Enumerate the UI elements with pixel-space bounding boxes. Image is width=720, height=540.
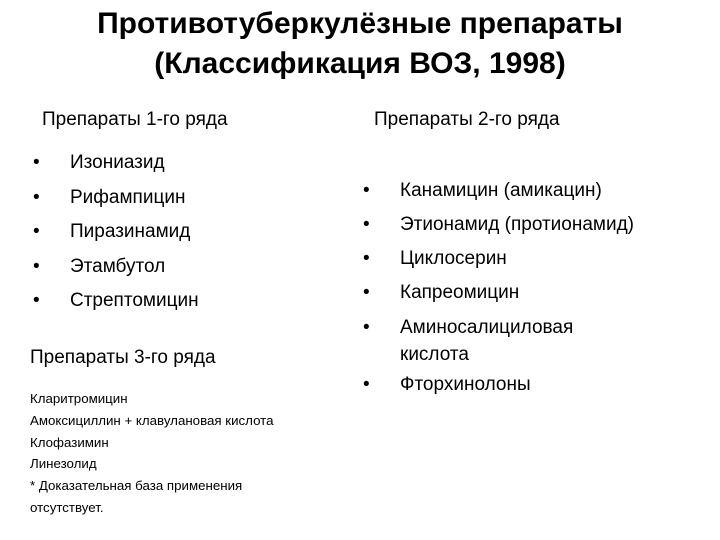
bullet-icon: • bbox=[363, 374, 370, 395]
list-item bbox=[30, 215, 199, 250]
third-line-heading: Препараты 3-го ряда bbox=[30, 347, 216, 368]
list-item bbox=[360, 310, 634, 368]
bullet-icon: • bbox=[363, 214, 370, 235]
bullet-icon: • bbox=[363, 248, 370, 269]
list-item bbox=[30, 250, 199, 285]
bullet-icon: • bbox=[33, 290, 40, 311]
bullet-icon: • bbox=[363, 282, 370, 303]
drug-name: Пиразинамид bbox=[70, 221, 191, 242]
title-line-2: (Классификация ВОЗ, 1998) bbox=[154, 47, 566, 80]
list-item bbox=[360, 242, 634, 276]
list-item bbox=[30, 146, 199, 181]
list-item bbox=[30, 284, 199, 319]
bullet-icon: • bbox=[33, 255, 40, 277]
list-item bbox=[360, 208, 634, 242]
drug-name-line-1: Аминосалициловая bbox=[400, 317, 574, 338]
list-item bbox=[360, 276, 634, 310]
drug-name-line-2: кислота bbox=[400, 344, 469, 365]
second-line-drug-list bbox=[360, 174, 634, 402]
drug-name: Канамицин (амикацин) bbox=[400, 180, 602, 201]
list-item: Кларитромицин bbox=[30, 391, 128, 406]
list-item: Клофазимин bbox=[30, 434, 109, 450]
third-line-drug-list bbox=[30, 388, 274, 519]
drug-name: Изониазид bbox=[70, 152, 165, 173]
second-line-heading: Препараты 2-го ряда bbox=[374, 109, 560, 130]
drug-name: Стрептомицин bbox=[70, 290, 199, 311]
footnote-line-1: * Доказательная база применения bbox=[30, 478, 243, 494]
first-line-drug-list bbox=[30, 146, 199, 319]
list-item: Линезолид bbox=[30, 456, 97, 472]
title-line-1: Противотуберкулёзные препараты bbox=[97, 7, 623, 40]
drug-name: Капреомицин bbox=[400, 282, 520, 303]
drug-name: Этамбутол bbox=[70, 255, 166, 277]
bullet-icon: • bbox=[33, 152, 40, 173]
drug-name: Этионамид (протионамид) bbox=[400, 214, 635, 235]
slide-title bbox=[0, 4, 720, 84]
list-item bbox=[30, 181, 199, 216]
first-line-heading: Препараты 1-го ряда bbox=[42, 109, 228, 130]
drug-name: Фторхинолоны bbox=[400, 374, 531, 395]
bullet-icon: • bbox=[363, 317, 370, 338]
footnote-line-2: отсутствует. bbox=[30, 499, 104, 515]
list-item bbox=[360, 368, 634, 402]
list-item bbox=[360, 174, 634, 208]
bullet-icon: • bbox=[363, 180, 370, 201]
drug-name: Рифампицин bbox=[70, 186, 186, 208]
bullet-icon: • bbox=[33, 221, 40, 242]
list-item: Амоксициллин + клавулановая кислота bbox=[30, 412, 274, 428]
bullet-icon: • bbox=[33, 186, 40, 208]
drug-name: Циклосерин bbox=[400, 248, 507, 269]
